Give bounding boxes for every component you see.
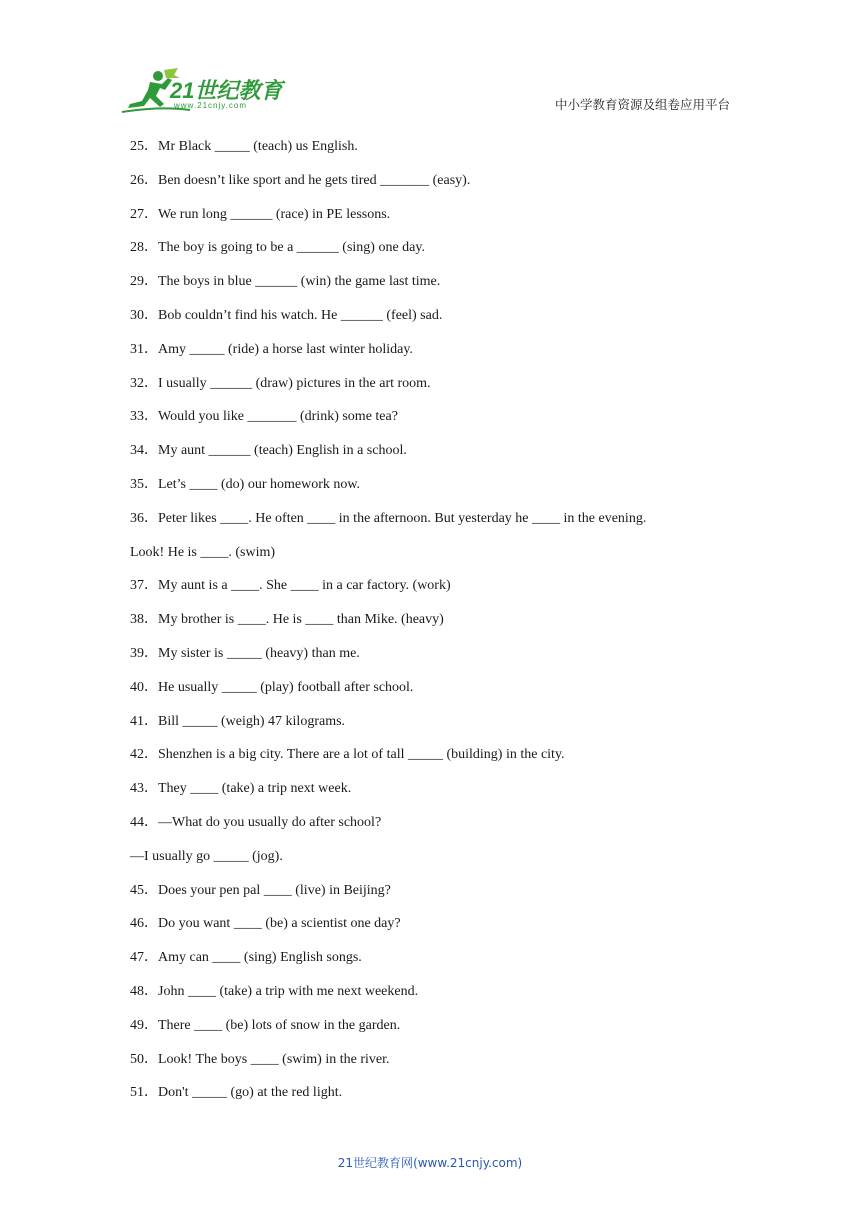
- exercise-line: 35．Let’s ____ (do) our homework now.: [130, 476, 361, 492]
- exercise-line: 42．Shenzhen is a big city. There are a lot of tall _____ (building) in the city.: [130, 747, 565, 763]
- exercise-line: 31．Amy _____ (ride) a horse last winter holiday.: [130, 341, 413, 357]
- exercise-line: Look! He is ____. (swim): [130, 544, 276, 560]
- exercise-line: 37．My aunt is a ____. She ____ in a car factory. (work): [130, 578, 451, 594]
- exercise-line: 44．—What do you usually do after school?: [130, 814, 382, 830]
- exercise-line: 32．I usually ______ (draw) pictures in the art room.: [130, 375, 431, 391]
- exercise-line: 47．Amy can ____ (sing) English songs.: [130, 950, 362, 966]
- footer-site-name: 世纪教育网: [353, 1156, 414, 1170]
- exercise-line: 38．My brother is ____. He is ____ than Mike. (heavy): [130, 612, 444, 628]
- page-header: [0, 0, 860, 125]
- exercise-line: 25．Mr Black _____ (teach) us English.: [130, 139, 358, 154]
- exercise-line: 26．Ben doesn’t like sport and he gets tired _______ (easy).: [130, 172, 471, 188]
- exercise-line: 49．There ____ (be) lots of snow in the garden.: [130, 1017, 401, 1033]
- exercise-line: 34．My aunt ______ (teach) English in a school.: [130, 443, 407, 459]
- exercise-line: 33．Would you like _______ (drink) some tea?: [130, 409, 398, 425]
- header-platform-title: 中小学教育资源及组卷应用平台: [554, 97, 730, 112]
- logo-url: www.21cnjy.com: [174, 101, 247, 110]
- exercise-line: 50．Look! The boys ____ (swim) in the river.: [130, 1051, 390, 1067]
- exercise-line: 41．Bill _____ (weigh) 47 kilograms.: [130, 713, 346, 729]
- exercise-line: 48．John ____ (take) a trip with me next weekend.: [130, 983, 419, 999]
- exercise-line: 28．The boy is going to be a ______ (sing) one day.: [130, 240, 425, 256]
- exercise-list: [130, 133, 730, 1113]
- exercise-line: 46．Do you want ____ (be) a scientist one day?: [130, 916, 401, 932]
- exercise-line: 40．He usually _____ (play) football after school.: [130, 679, 414, 695]
- exercise-line: 30．Bob couldn’t find his watch. He ______ (feel) sad.: [130, 307, 443, 323]
- exercise-line: 43．They ____ (take) a trip next week.: [130, 781, 352, 797]
- footer-url: (www.21cnjy.com): [413, 1156, 523, 1170]
- exercise-line: 27．We run long ______ (race) in PE lessons.: [130, 206, 391, 222]
- footer-prefix: 21: [337, 1156, 354, 1170]
- page-footer: [0, 1154, 860, 1171]
- exercise-line: 45．Does your pen pal ____ (live) in Beijing?: [130, 882, 391, 898]
- exercise-line: 29．The boys in blue ______ (win) the game last time.: [130, 274, 441, 290]
- exercise-line: 39．My sister is _____ (heavy) than me.: [130, 645, 360, 661]
- logo-text: 21世纪教育: [170, 78, 283, 103]
- exercise-line: 51．Don't _____ (go) at the red light.: [130, 1085, 343, 1101]
- exercise-line: 36．Peter likes ____. He often ____ in the afternoon. But yesterday he ____ in the evening.: [130, 510, 647, 526]
- exercise-line: —I usually go _____ (jog).: [130, 848, 283, 864]
